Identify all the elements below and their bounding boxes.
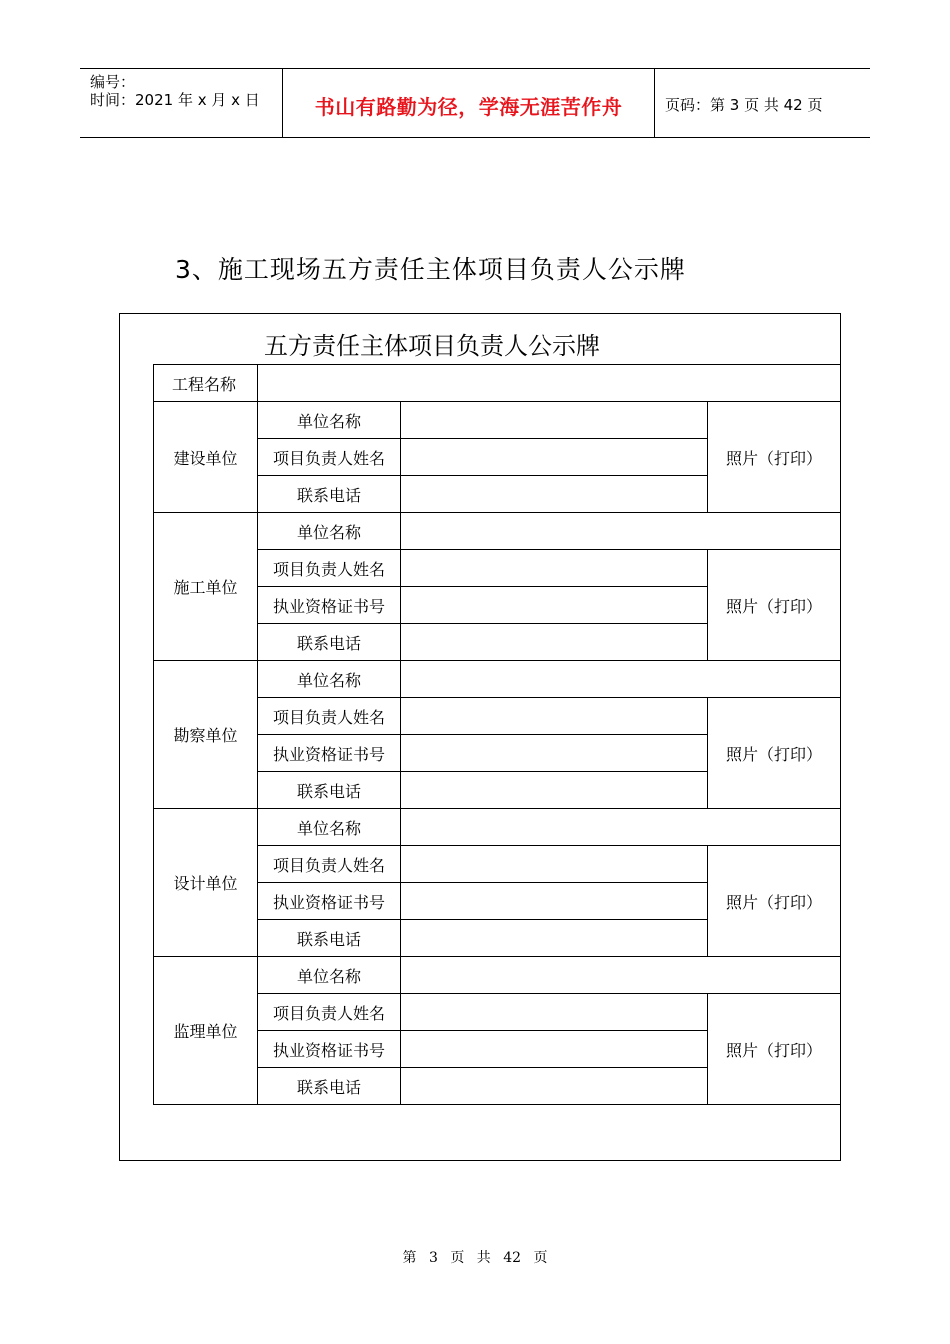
- field-value: [401, 402, 708, 439]
- field-label: 单位名称: [258, 513, 401, 550]
- notice-board-title: 五方责任主体项目负责人公示牌: [264, 332, 600, 360]
- field-label: 执业资格证书号: [258, 587, 401, 624]
- footer-total-word: 共: [476, 1250, 491, 1266]
- footer-total-pages: 42: [503, 1250, 522, 1266]
- field-value: [401, 624, 708, 661]
- field-value: [401, 513, 841, 550]
- field-value: [401, 1031, 708, 1068]
- field-label: 项目负责人姓名: [258, 439, 401, 476]
- field-value: [401, 698, 708, 735]
- photo-placeholder: 照片（打印）: [708, 994, 841, 1105]
- field-label: 执业资格证书号: [258, 1031, 401, 1068]
- field-label: 项目负责人姓名: [258, 994, 401, 1031]
- table-row: [154, 661, 841, 698]
- field-label: 项目负责人姓名: [258, 550, 401, 587]
- photo-placeholder: 照片（打印）: [708, 698, 841, 809]
- table-row: [154, 957, 841, 994]
- field-value: [401, 439, 708, 476]
- table-row: [154, 846, 841, 883]
- field-value: [401, 957, 841, 994]
- field-value: [401, 550, 708, 587]
- field-label: 项目负责人姓名: [258, 698, 401, 735]
- field-label: 联系电话: [258, 772, 401, 809]
- header-meta-cell: [80, 69, 283, 137]
- header-page-number: 页码：第 3 页 共 42 页: [665, 96, 823, 114]
- field-value: [401, 661, 841, 698]
- field-value: [401, 809, 841, 846]
- document-date-label: 时间：2021 年 x 月 x 日: [90, 91, 260, 109]
- project-name-label: 工程名称: [154, 365, 258, 402]
- field-label: 项目负责人姓名: [258, 846, 401, 883]
- field-label: 单位名称: [258, 661, 401, 698]
- field-value: [401, 846, 708, 883]
- table-row: [154, 550, 841, 587]
- field-label: 执业资格证书号: [258, 735, 401, 772]
- page-footer: [0, 1247, 950, 1267]
- field-value: [401, 994, 708, 1031]
- footer-suffix: 页: [533, 1250, 548, 1266]
- unit-name-cell: 勘察单位: [154, 661, 258, 809]
- project-name-value: [258, 365, 841, 402]
- table-row: [154, 698, 841, 735]
- unit-name-cell: 建设单位: [154, 402, 258, 513]
- footer-prefix: 第: [402, 1250, 417, 1266]
- field-value: [401, 735, 708, 772]
- field-label: 单位名称: [258, 809, 401, 846]
- field-value: [401, 587, 708, 624]
- field-value: [401, 920, 708, 957]
- unit-name-cell: 施工单位: [154, 513, 258, 661]
- header-motto: 书山有路勤为径，学海无涯苦作舟: [314, 95, 623, 119]
- unit-name-cell: 设计单位: [154, 809, 258, 957]
- field-label: 单位名称: [258, 957, 401, 994]
- section-heading: 3、施工现场五方责任主体项目负责人公示牌: [175, 255, 686, 284]
- field-value: [401, 1068, 708, 1105]
- table-row: [154, 402, 841, 439]
- photo-placeholder: 照片（打印）: [708, 550, 841, 661]
- photo-placeholder: 照片（打印）: [708, 846, 841, 957]
- field-label: 联系电话: [258, 624, 401, 661]
- table-row: [154, 513, 841, 550]
- footer-current-page: 3: [428, 1250, 438, 1266]
- field-label: 联系电话: [258, 476, 401, 513]
- field-value: [401, 883, 708, 920]
- field-label: 联系电话: [258, 920, 401, 957]
- photo-placeholder: 照片（打印）: [708, 402, 841, 513]
- table-row: [154, 365, 841, 402]
- field-value: [401, 476, 708, 513]
- document-number-label: 编号：: [90, 73, 136, 91]
- field-label: 单位名称: [258, 402, 401, 439]
- header-motto-cell: [283, 69, 655, 137]
- table-row: [154, 809, 841, 846]
- header-page-cell: [655, 69, 870, 137]
- field-value: [401, 772, 708, 809]
- page-header: [80, 68, 870, 138]
- footer-page-word: 页: [450, 1250, 465, 1266]
- responsibility-table: [153, 364, 841, 1105]
- field-label: 联系电话: [258, 1068, 401, 1105]
- unit-name-cell: 监理单位: [154, 957, 258, 1105]
- field-label: 执业资格证书号: [258, 883, 401, 920]
- table-row: [154, 994, 841, 1031]
